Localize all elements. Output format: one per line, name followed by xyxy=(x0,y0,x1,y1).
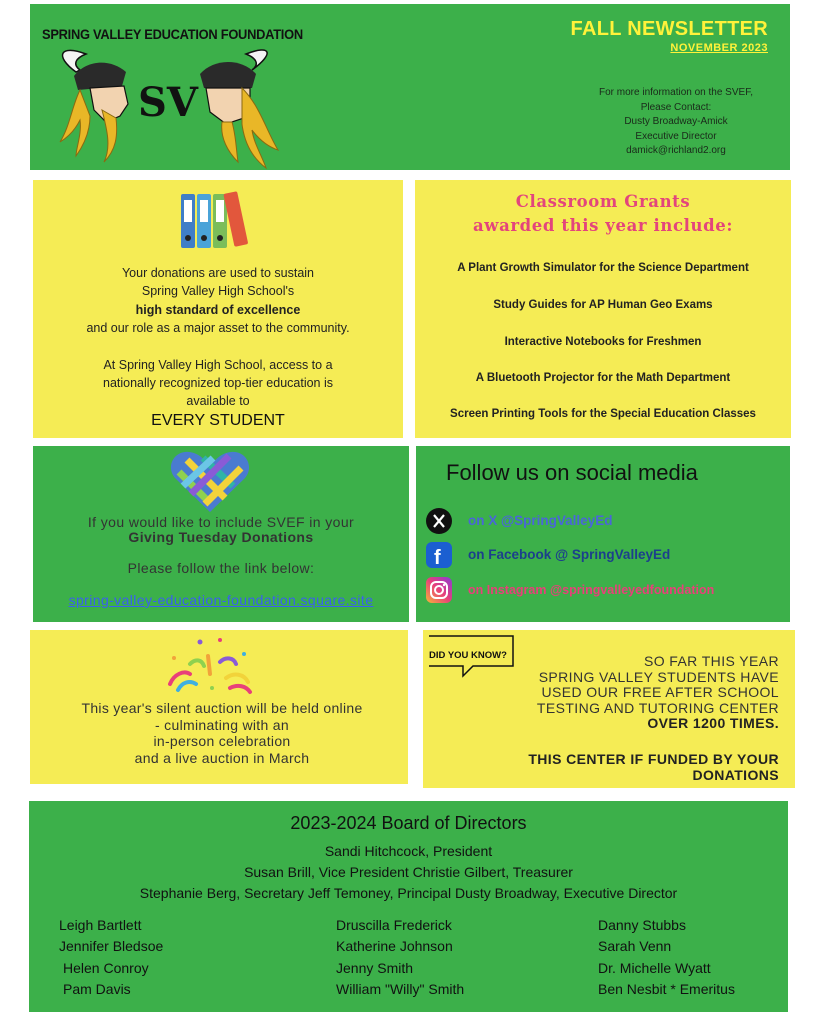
donation-link[interactable]: spring-valley-education-foundation.square.site xyxy=(68,592,374,608)
x-logo-icon[interactable] xyxy=(426,508,452,534)
grants-panel xyxy=(415,180,791,438)
did-you-know-funding xyxy=(449,752,779,783)
grants-title xyxy=(415,190,791,238)
board-officers-line: Stephanie Berg, Secretary Jeff Temoney, Principal Dusty Broadway, Executive Director xyxy=(139,885,678,901)
donations-highlight: high standard of excellence xyxy=(135,303,301,317)
contact-info xyxy=(576,86,776,159)
viking-logo xyxy=(46,46,282,172)
dyk-line: TESTING AND TUTORING CENTER xyxy=(536,699,779,716)
board-member: Jennifer Bledsoe xyxy=(59,938,164,955)
right-viking-icon xyxy=(200,50,278,168)
dyk-line: SPRING VALLEY STUDENTS HAVE xyxy=(538,668,779,685)
header-banner xyxy=(30,4,790,170)
grants-title-line: Classroom Grants xyxy=(515,192,691,211)
dyk-line: USED OUR FREE AFTER SCHOOL xyxy=(541,684,779,700)
board-member: Helen Conroy xyxy=(63,959,149,976)
facebook-logo-icon[interactable] xyxy=(426,542,452,568)
newsletter-date: NOVEMBER 2023 xyxy=(670,42,768,54)
contact-line: Executive Director xyxy=(635,130,717,142)
auction-line: - culminating with an xyxy=(155,716,289,733)
board-member: Katherine Johnson xyxy=(336,938,453,955)
org-name: SPRING VALLEY EDUCATION FOUNDATION xyxy=(42,26,303,42)
auction-line: and a live auction in March xyxy=(134,749,310,766)
board-member: William "Willy" Smith xyxy=(336,980,465,997)
grant-item: Screen Printing Tools for the Special Education Classes xyxy=(450,408,756,420)
board-officers-line: Susan Brill, Vice President Christie Gilbert, Treasurer xyxy=(244,864,573,880)
grant-item: A Plant Growth Simulator for the Science Department xyxy=(457,262,749,274)
grant-item: Interactive Notebooks for Freshmen xyxy=(504,336,702,348)
did-you-know-label: DID YOU KNOW? xyxy=(429,650,507,661)
donations-line: At Spring Valley High School, access to a xyxy=(103,358,333,372)
auction-line: in-person celebration xyxy=(153,733,291,749)
binders-icon xyxy=(179,190,251,250)
social-panel xyxy=(416,446,790,622)
giving-highlight: Giving Tuesday Donations xyxy=(128,529,314,545)
board-member: Ben Nesbit * Emeritus xyxy=(598,980,735,997)
did-you-know-panel xyxy=(423,630,795,788)
grant-item: Study Guides for AP Human Geo Exams xyxy=(493,299,713,311)
auction-line: This year's silent auction will be held online xyxy=(81,700,363,716)
instagram-handle[interactable]: on Instagram @springvalleyedfoundation xyxy=(468,583,715,597)
dyk-line: SO FAR THIS YEAR xyxy=(643,653,779,669)
donations-line: Spring Valley High School's xyxy=(141,284,295,298)
board-members-column-2 xyxy=(336,915,464,1000)
board-member: Leigh Bartlett xyxy=(59,917,142,933)
contact-email[interactable]: damick@richland2.org xyxy=(626,145,726,157)
board-member: Sarah Venn xyxy=(598,938,672,955)
dyk-fund-line: DONATIONS xyxy=(692,766,779,783)
board-members-column-1 xyxy=(59,915,163,1000)
svg-text:f: f xyxy=(434,547,441,568)
auction-panel xyxy=(30,630,408,784)
board-officers-line: Sandi Hitchcock, President xyxy=(324,843,493,859)
giving-line: If you would like to include SVEF in your xyxy=(87,514,355,530)
dyk-fund-line: THIS CENTER IF FUNDED BY YOUR xyxy=(528,751,779,767)
dyk-highlight: OVER 1200 TIMES. xyxy=(647,715,779,731)
instagram-logo-icon[interactable] xyxy=(426,577,452,603)
x-handle[interactable]: on X @SpringValleyEd xyxy=(468,513,613,528)
giving-tuesday-panel xyxy=(33,446,409,622)
donations-line: and our role as a major asset to the community. xyxy=(86,321,350,335)
giving-line: Please follow the link below: xyxy=(127,560,315,576)
facebook-handle[interactable]: on Facebook @ SpringValleyEd xyxy=(468,547,671,562)
auction-text xyxy=(38,700,406,766)
newsletter-title: FALL NEWSLETTER xyxy=(570,18,768,40)
donations-panel xyxy=(33,180,403,438)
board-member: Dr. Michelle Wyatt xyxy=(598,959,711,976)
social-title: Follow us on social media xyxy=(446,460,698,485)
board-member: Danny Stubbs xyxy=(598,917,686,933)
board-member: Jenny Smith xyxy=(336,959,414,976)
board-panel xyxy=(29,801,788,1012)
grant-item: A Bluetooth Projector for the Math Department xyxy=(475,372,731,384)
did-you-know-text xyxy=(449,654,779,732)
giving-tuesday-heart-icon xyxy=(169,450,251,514)
contact-line: Dusty Broadway-Amick xyxy=(624,116,728,128)
grants-title-line: awarded this year include: xyxy=(472,216,734,235)
every-student: EVERY STUDENT xyxy=(151,412,285,429)
donations-line: Your donations are used to sustain xyxy=(121,266,315,280)
donations-line: available to xyxy=(186,394,250,408)
fireworks-icon xyxy=(160,634,260,698)
board-member: Pam Davis xyxy=(63,980,131,997)
board-members-column-3 xyxy=(598,915,735,1000)
contact-line: Please Contact: xyxy=(640,101,712,113)
svg-text:SV: SV xyxy=(138,79,198,126)
donations-line: nationally recognized top-tier education is xyxy=(103,376,333,390)
board-title: 2023-2024 Board of Directors xyxy=(290,813,527,833)
left-viking-icon xyxy=(60,50,128,162)
board-member: Druscilla Frederick xyxy=(336,917,452,933)
contact-line: For more information on the SVEF, xyxy=(599,87,753,98)
